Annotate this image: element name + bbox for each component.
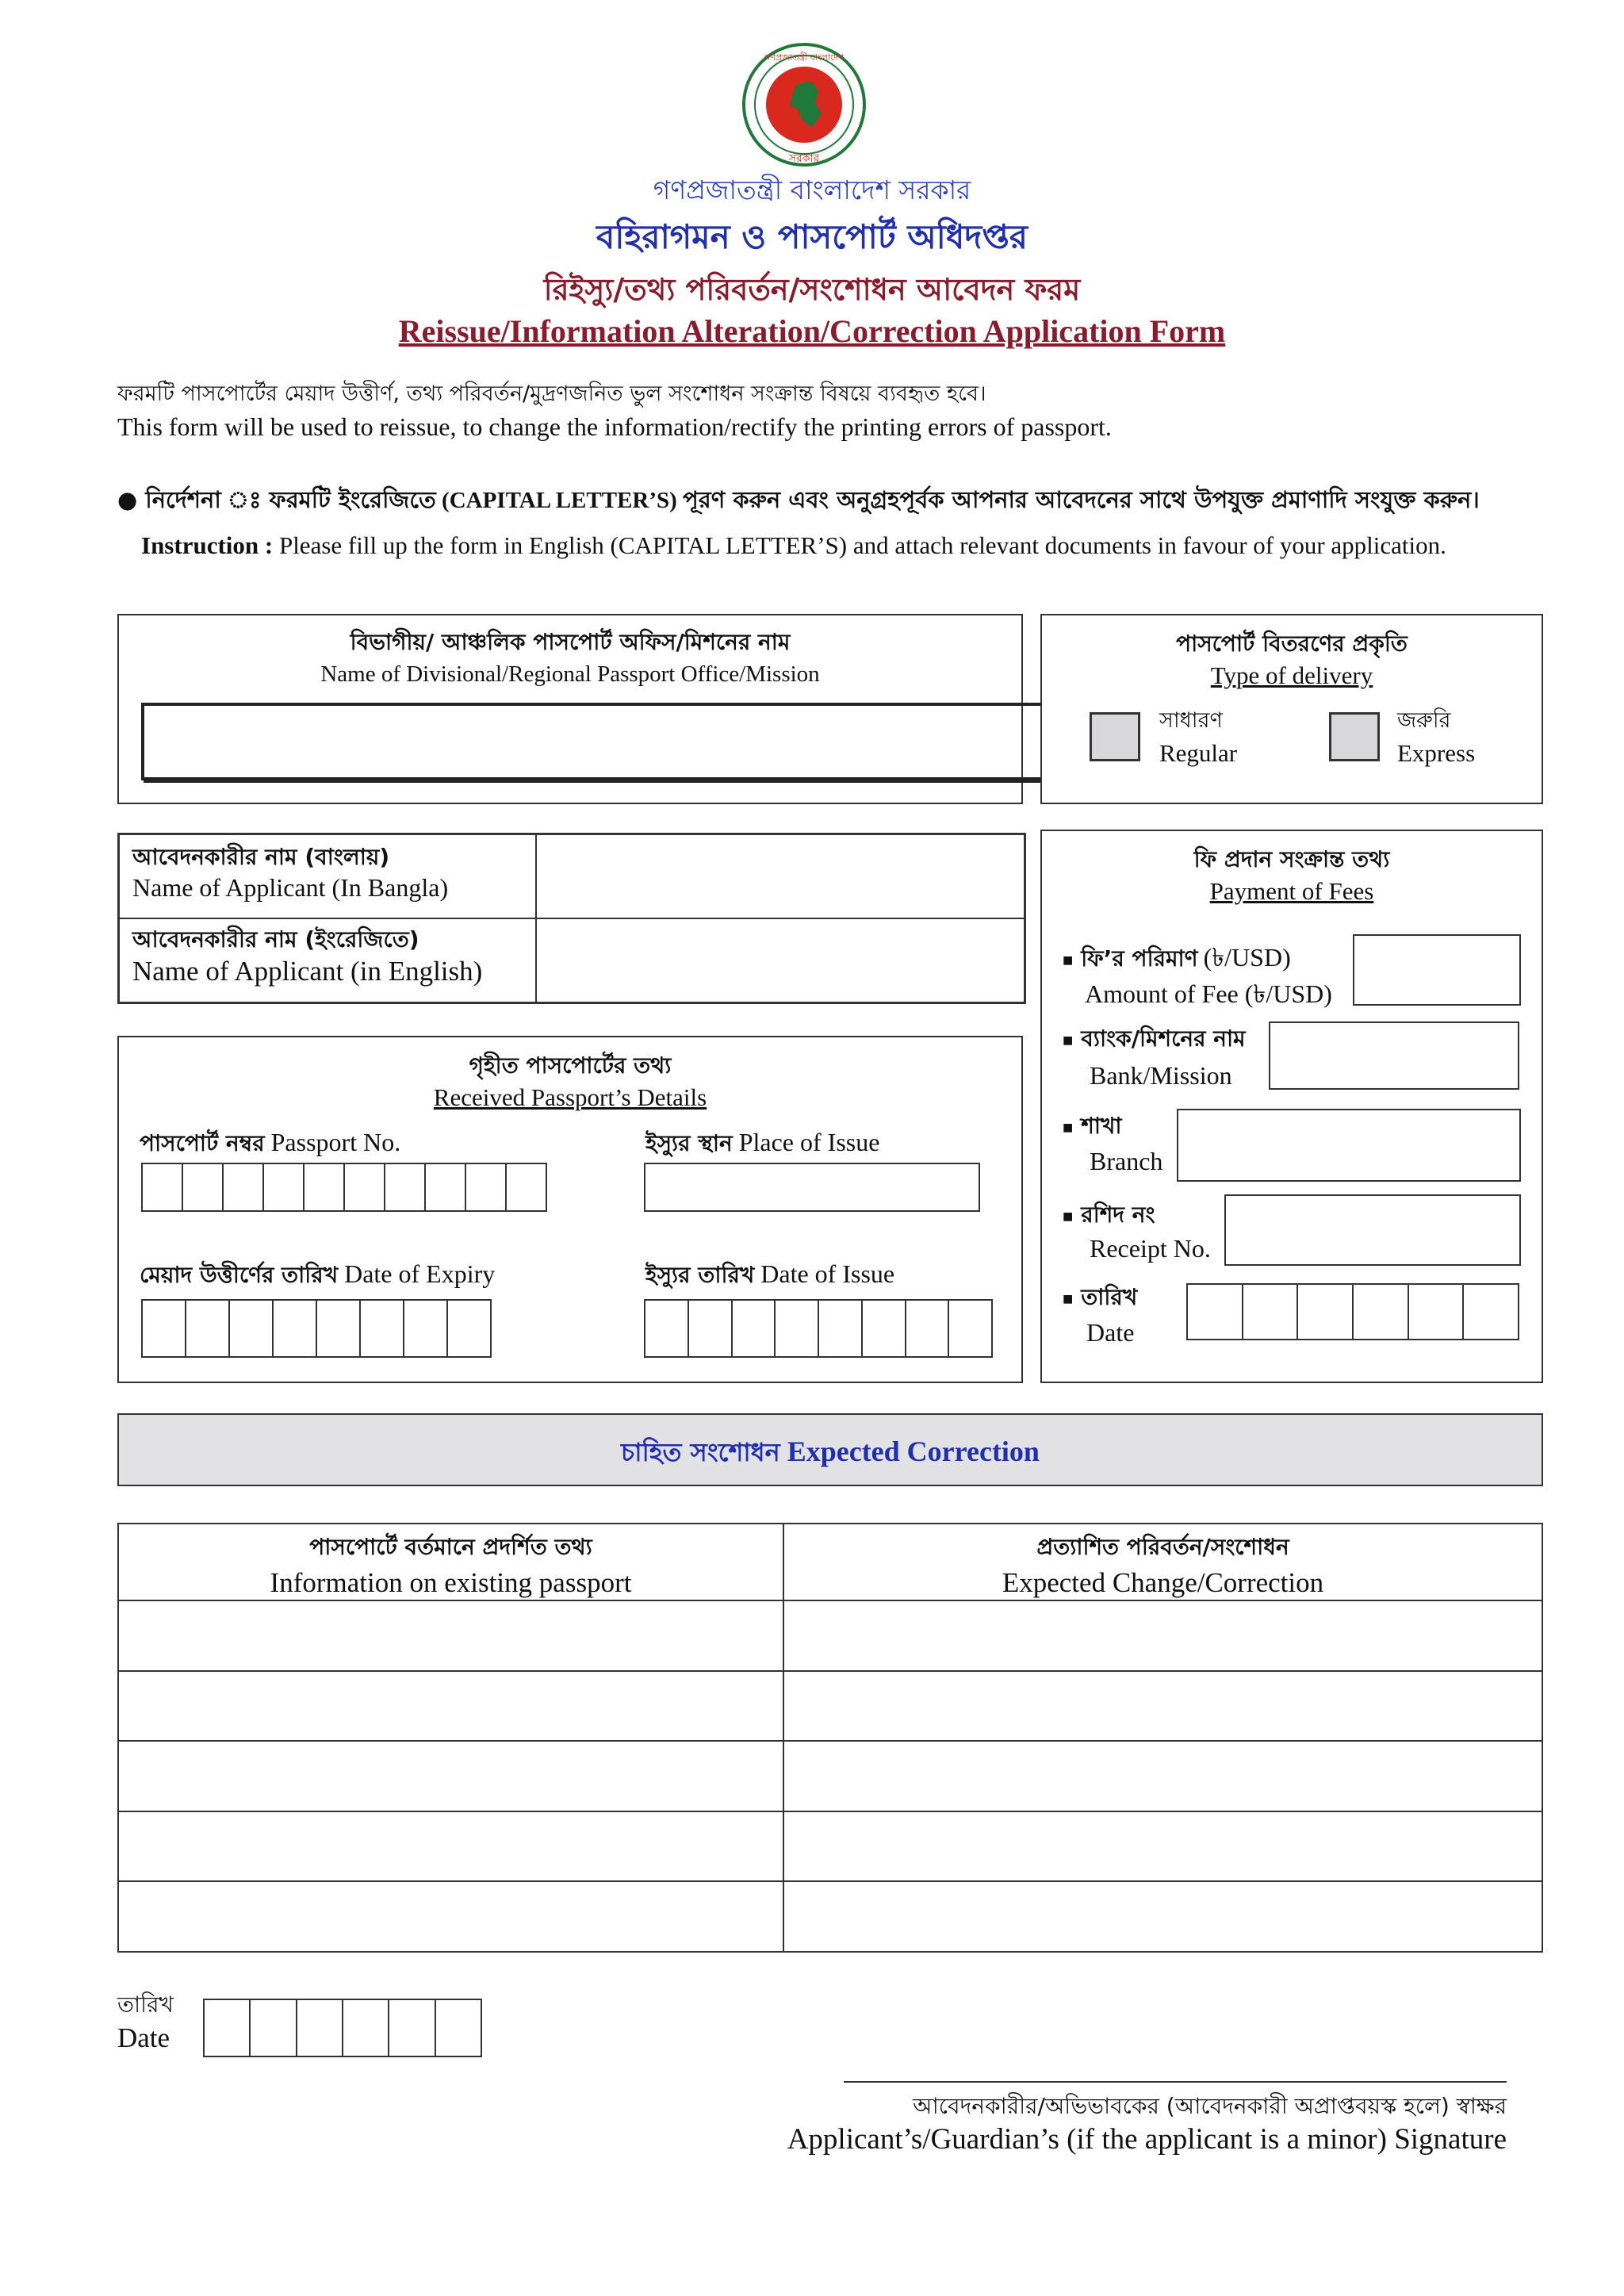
delivery-title-bangla: পাসপোর্ট বিতরণের প্রকৃতি [1176, 631, 1408, 657]
office-name-field[interactable] [141, 703, 1113, 780]
table-row [118, 1741, 1542, 1811]
office-label-english: Name of Divisional/Regional Passport Office/Mission [320, 661, 820, 687]
column-header-existing: পাসপোর্টে বর্তমানে প্রদর্শিত তথ্য Information on existing passport [118, 1524, 783, 1600]
bank-input[interactable] [1269, 1022, 1519, 1090]
applicant-name-section [117, 833, 1026, 1004]
received-title-english: Received Passport’s Details [433, 1083, 707, 1111]
table-row [118, 1600, 1542, 1671]
bank-label-bangla: ■ ব্যাংক/মিশনের নাম [1063, 1025, 1246, 1052]
signature-label-english: Applicant’s/Guardian’s (if the applicant is a minor) Signature [787, 2123, 1507, 2156]
bullet-icon: ■ [1063, 1289, 1074, 1309]
svg-text:গণপ্রজাতন্ত্রী বাংলাদেশ: গণপ্রজাতন্ত্রী বাংলাদেশ [764, 52, 844, 63]
bullet-icon: ■ [1063, 1117, 1074, 1137]
instruction-english-label: Instruction : [141, 531, 274, 559]
regular-checkbox[interactable] [1090, 712, 1140, 761]
express-checkbox[interactable] [1329, 712, 1380, 761]
issue-date-input[interactable] [644, 1299, 993, 1358]
receipt-input[interactable] [1224, 1194, 1521, 1266]
expected-change-cell[interactable] [783, 1671, 1542, 1742]
receipt-label-english: Receipt No. [1090, 1234, 1211, 1263]
bullet-icon: ■ [1063, 1030, 1074, 1050]
fee-date-input[interactable] [1186, 1283, 1519, 1340]
department-name: বহিরাগমন ও পাসপোর্ট অধিদপ্তর [596, 217, 1028, 256]
applicant-english-label-bn: আবেদনকারীর নাম (ইংরেজিতে) [132, 926, 419, 953]
express-label-english: Express [1397, 739, 1476, 767]
purpose-bangla: ফরমটি পাসপোর্টের মেয়াদ উত্তীর্ণ, তথ্য পরিবর্তন/মুদ্রণজনিত ভুল সংশোধন সংক্রান্ত বিষয়ে ব্যবহৃত হবে। [117, 381, 986, 406]
delivery-title-english: Type of delivery [1210, 661, 1373, 689]
instruction-bangla-suffix: পূরণ করুন এবং অনুগ্রহপূর্বক আপনার আবেদনের সাথে উপযুক্ত প্রমাণাদি সংযুক্ত করুন। [683, 486, 1480, 513]
table-row [118, 1671, 1542, 1742]
expected-correction-title: চাহিত সংশোধন Expected Correction [621, 1435, 1040, 1467]
issue-date-label: ইস্যুর তারিখ Date of Issue [645, 1259, 895, 1288]
received-title-bangla: গৃহীত পাসপোর্টের তথ্য [469, 1052, 672, 1079]
column-header-expected: প্রত্যাশিত পরিবর্তন/সংশোধন Expected Change/Correction [783, 1524, 1542, 1600]
existing-info-cell[interactable] [118, 1671, 783, 1742]
existing-info-cell[interactable] [118, 1600, 783, 1671]
place-of-issue-input[interactable] [644, 1163, 980, 1212]
applicant-name-english-input[interactable] [538, 919, 1024, 999]
table-row [118, 1881, 1542, 1952]
footer-date-label-bangla: তারিখ [117, 1991, 174, 2018]
expected-change-cell[interactable] [783, 1600, 1542, 1671]
place-of-issue-label: ইস্যুর স্থান Place of Issue [645, 1128, 880, 1156]
applicant-bangla-label-en: Name of Applicant (In Bangla) [132, 873, 449, 902]
regular-label-bangla: সাধারণ [1159, 708, 1223, 733]
instruction-english-text: Please fill up the form in English (CAPITAL LETTER’S) and attach relevant documents in favour of your application. [278, 531, 1446, 559]
branch-label-bangla: ■ শাখা [1063, 1113, 1122, 1139]
footer-date-label-english: Date [117, 2022, 170, 2053]
fee-amount-label-english: Amount of Fee (৳/USD) [1085, 979, 1332, 1008]
expected-change-cell[interactable] [783, 1741, 1542, 1811]
fees-title-bangla: ফি প্রদান সংক্রান্ত তথ্য [1193, 846, 1390, 872]
bank-label-english: Bank/Mission [1090, 1061, 1232, 1090]
government-name: গণপ্রজাতন্ত্রী বাংলাদেশ সরকার [653, 174, 971, 205]
existing-info-cell[interactable] [118, 1741, 783, 1811]
fees-title-english: Payment of Fees [1209, 877, 1374, 905]
fee-date-label-bangla: ■ তারিখ [1063, 1284, 1138, 1310]
fee-amount-label-bangla: ■ ফি’র পরিমাণ (৳/USD) [1063, 943, 1291, 972]
instruction-english [117, 530, 1507, 562]
signature-label-bangla: আবেদনকারীর/অভিভাবকের (আবেদনকারী অপ্রাপ্তবয়স্ক হলে) স্বাক্ষর [913, 2093, 1507, 2119]
instruction-bangla-prefix: ● নির্দেশনা ঃ ফরমটি ইংরেজিতে [117, 486, 436, 513]
express-label-bangla: জরুরি [1397, 708, 1451, 733]
regular-label-english: Regular [1159, 739, 1238, 767]
applicant-english-label-en: Name of Applicant (in English) [132, 956, 483, 987]
branch-label-english: Branch [1090, 1147, 1163, 1175]
form-title-bangla: রিইস্যু/তথ্য পরিবর্তন/সংশোধন আবেদন ফরম [543, 272, 1081, 307]
svg-text:সরকার: সরকার [788, 152, 820, 165]
passport-no-label: পাসপোর্ট নম্বর Passport No. [140, 1128, 401, 1156]
instruction-bangla [117, 482, 1480, 521]
applicant-bangla-label-bn: আবেদনকারীর নাম (বাংলায়) [132, 844, 390, 870]
correction-table [117, 1523, 1543, 1953]
purpose-english: This form will be used to reissue, to change the information/rectify the printing errors of passport. [117, 412, 1112, 441]
office-section [117, 614, 1023, 804]
expected-change-cell[interactable] [783, 1811, 1542, 1882]
office-label-bangla: বিভাগীয়/ আঞ্চলিক পাসপোর্ট অফিস/মিশনের নাম [350, 629, 791, 655]
signature-line[interactable] [844, 2081, 1507, 2083]
form-title-english: Reissue/Information Alteration/Correction Application Form [398, 313, 1226, 349]
bullet-icon: ■ [1063, 950, 1074, 970]
instruction-bangla-caps: (CAPITAL LETTER’S) [442, 488, 677, 513]
received-passport-section [117, 1036, 1023, 1383]
receipt-label-bangla: ■ রশিদ নং [1063, 1202, 1155, 1228]
government-emblem [741, 41, 868, 168]
table-row [118, 1811, 1542, 1882]
delivery-section [1040, 614, 1543, 804]
fee-date-label-english: Date [1086, 1318, 1135, 1347]
footer-date-input[interactable] [203, 1999, 482, 2057]
passport-no-input[interactable] [141, 1163, 547, 1212]
branch-input[interactable] [1177, 1109, 1521, 1182]
expected-change-cell[interactable] [783, 1881, 1542, 1952]
fees-section [1040, 830, 1543, 1383]
applicant-name-bangla-input[interactable] [538, 837, 1024, 916]
bullet-icon: ■ [1063, 1206, 1074, 1226]
expected-correction-banner [117, 1413, 1543, 1486]
existing-info-cell[interactable] [118, 1811, 783, 1882]
expiry-date-input[interactable] [141, 1299, 492, 1358]
fee-amount-input[interactable] [1353, 934, 1521, 1006]
expiry-date-label: মেয়াদ উত্তীর্ণের তারিখ Date of Expiry [140, 1259, 496, 1288]
existing-info-cell[interactable] [118, 1881, 783, 1952]
